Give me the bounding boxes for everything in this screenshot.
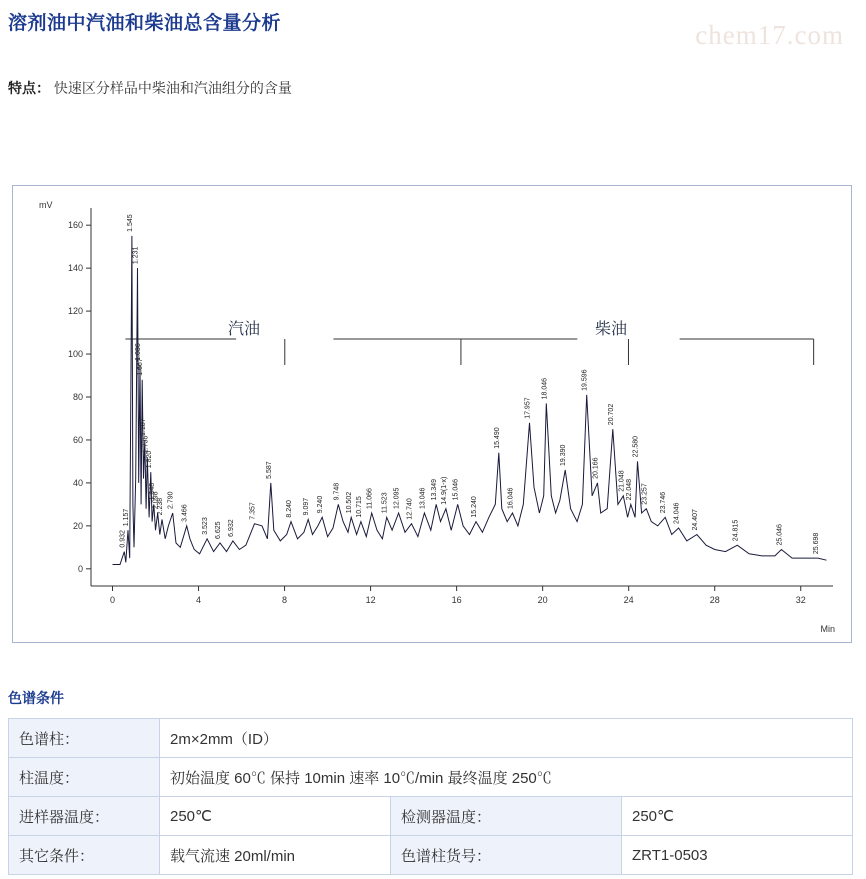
svg-text:6.625: 6.625 [215, 521, 222, 539]
svg-text:22.580: 22.580 [632, 435, 640, 458]
svg-text:20: 20 [537, 595, 548, 605]
conditions-table [8, 718, 853, 875]
svg-text:13.349: 13.349 [431, 478, 439, 501]
cell-value: 2m×2mm（ID） [160, 719, 853, 758]
svg-text:21.048: 21.048 [618, 470, 626, 492]
y-axis-unit: mV [39, 200, 53, 210]
svg-text:1.187: 1.187 [139, 418, 147, 436]
page-title: 溶剂油中汽油和柴油总含量分析 [8, 13, 282, 34]
cell-key: 柱温度： [9, 758, 160, 797]
svg-text:12: 12 [365, 595, 376, 605]
svg-text:17.957: 17.957 [524, 397, 532, 419]
svg-text:22.048: 22.048 [625, 478, 633, 501]
svg-text:12.740: 12.740 [406, 498, 414, 520]
svg-text:15.046: 15.046 [452, 478, 460, 501]
svg-text:1.545: 1.545 [126, 214, 134, 232]
svg-text:24.815: 24.815 [732, 519, 740, 542]
svg-text:0: 0 [77, 563, 83, 574]
watermark: chem17.com [695, 20, 844, 50]
cell-value: 初始温度 60℃ 保持 10min 速率 10℃/min 最终温度 250℃ [160, 758, 853, 797]
cell-key: 进样器温度： [9, 797, 160, 836]
svg-text:24: 24 [623, 595, 634, 605]
svg-text:19.596: 19.596 [581, 369, 589, 391]
svg-text:3.466: 3.466 [181, 504, 189, 522]
svg-text:13.046: 13.046 [419, 487, 427, 509]
chromatogram-chart [12, 185, 852, 643]
table-row [9, 797, 853, 836]
svg-text:8: 8 [282, 595, 288, 605]
svg-text:2.098: 2.098 [152, 491, 160, 509]
svg-text:24.407: 24.407 [691, 509, 699, 531]
cell-key: 检测器温度： [391, 797, 622, 836]
svg-text:60: 60 [72, 434, 83, 445]
cell-key: 其它条件： [9, 836, 160, 875]
svg-text:8.240: 8.240 [286, 500, 293, 518]
svg-text:11.523: 11.523 [381, 492, 389, 514]
cell-value: 250℃ [622, 797, 853, 836]
svg-text:15.490: 15.490 [493, 427, 501, 449]
cell-key: 色谱柱： [9, 719, 160, 758]
svg-text:2.238: 2.238 [157, 497, 164, 516]
svg-text:1.231: 1.231 [132, 246, 140, 265]
svg-text:20.702: 20.702 [607, 403, 615, 426]
feature-line [8, 78, 292, 98]
svg-text:1.820: 1.820 [145, 450, 153, 469]
table-row [9, 758, 853, 797]
svg-text:20.166: 20.166 [592, 457, 600, 479]
svg-text:16: 16 [451, 595, 462, 605]
svg-text:15.240: 15.240 [471, 496, 478, 518]
svg-text:1.036: 1.036 [135, 343, 142, 361]
svg-text:100: 100 [67, 349, 83, 360]
svg-text:12.095: 12.095 [393, 487, 401, 509]
svg-text:1.157: 1.157 [123, 508, 130, 527]
svg-text:1.736: 1.736 [142, 435, 150, 454]
svg-text:25.698: 25.698 [812, 532, 820, 555]
svg-text:5.587: 5.587 [265, 461, 273, 479]
svg-text:14.9(1-x): 14.9(1-x) [440, 476, 448, 505]
band-label-diesel: 柴油 [595, 321, 628, 338]
chart-inner [13, 186, 851, 642]
svg-text:3.523: 3.523 [202, 517, 210, 535]
svg-text:1.667: 1.667 [137, 358, 145, 376]
svg-text:23.257: 23.257 [641, 483, 649, 505]
svg-text:9.097: 9.097 [303, 497, 311, 516]
svg-text:1.948: 1.948 [148, 482, 156, 501]
svg-text:18.046: 18.046 [541, 377, 549, 400]
svg-text:16.046: 16.046 [507, 487, 515, 509]
svg-text:160: 160 [67, 220, 83, 231]
table-row [9, 719, 853, 758]
svg-text:25.046: 25.046 [776, 524, 784, 546]
svg-text:120: 120 [67, 306, 83, 317]
svg-text:80: 80 [72, 392, 83, 402]
svg-text:40: 40 [72, 477, 83, 488]
svg-text:23.746: 23.746 [660, 491, 668, 514]
svg-text:140: 140 [67, 263, 83, 274]
svg-text:20: 20 [72, 520, 83, 531]
cell-value: 250℃ [160, 797, 391, 836]
svg-text:24.046: 24.046 [673, 502, 681, 524]
svg-text:32: 32 [795, 595, 806, 605]
svg-text:9.748: 9.748 [333, 482, 341, 501]
svg-text:2.790: 2.790 [167, 491, 175, 509]
feature-value: 快速区分样品中柴油和汽油组分的含量 [53, 80, 292, 96]
chart-plot-area [13, 186, 851, 642]
conditions-title: 色谱条件 [8, 690, 64, 706]
svg-text:19.390: 19.390 [560, 444, 568, 466]
cell-value: 载气流速 20ml/min [160, 836, 391, 875]
x-axis-unit: Min [820, 624, 835, 634]
band-label-gasoline: 汽油 [228, 321, 261, 338]
svg-text:28: 28 [709, 595, 720, 605]
table-row [9, 836, 853, 875]
svg-text:6.932: 6.932 [227, 519, 235, 537]
cell-key: 色谱柱货号： [391, 836, 622, 875]
feature-label: 特点： [8, 80, 50, 96]
svg-text:10.715: 10.715 [355, 496, 363, 518]
svg-text:11.066: 11.066 [366, 488, 374, 509]
cell-value: ZRT1-0503 [622, 836, 853, 875]
svg-text:0: 0 [109, 595, 116, 605]
svg-text:0.932: 0.932 [119, 530, 127, 548]
svg-text:7.357: 7.357 [249, 502, 257, 520]
svg-text:10.502: 10.502 [346, 491, 354, 514]
svg-text:9.240: 9.240 [317, 495, 325, 514]
svg-text:4: 4 [196, 595, 202, 605]
